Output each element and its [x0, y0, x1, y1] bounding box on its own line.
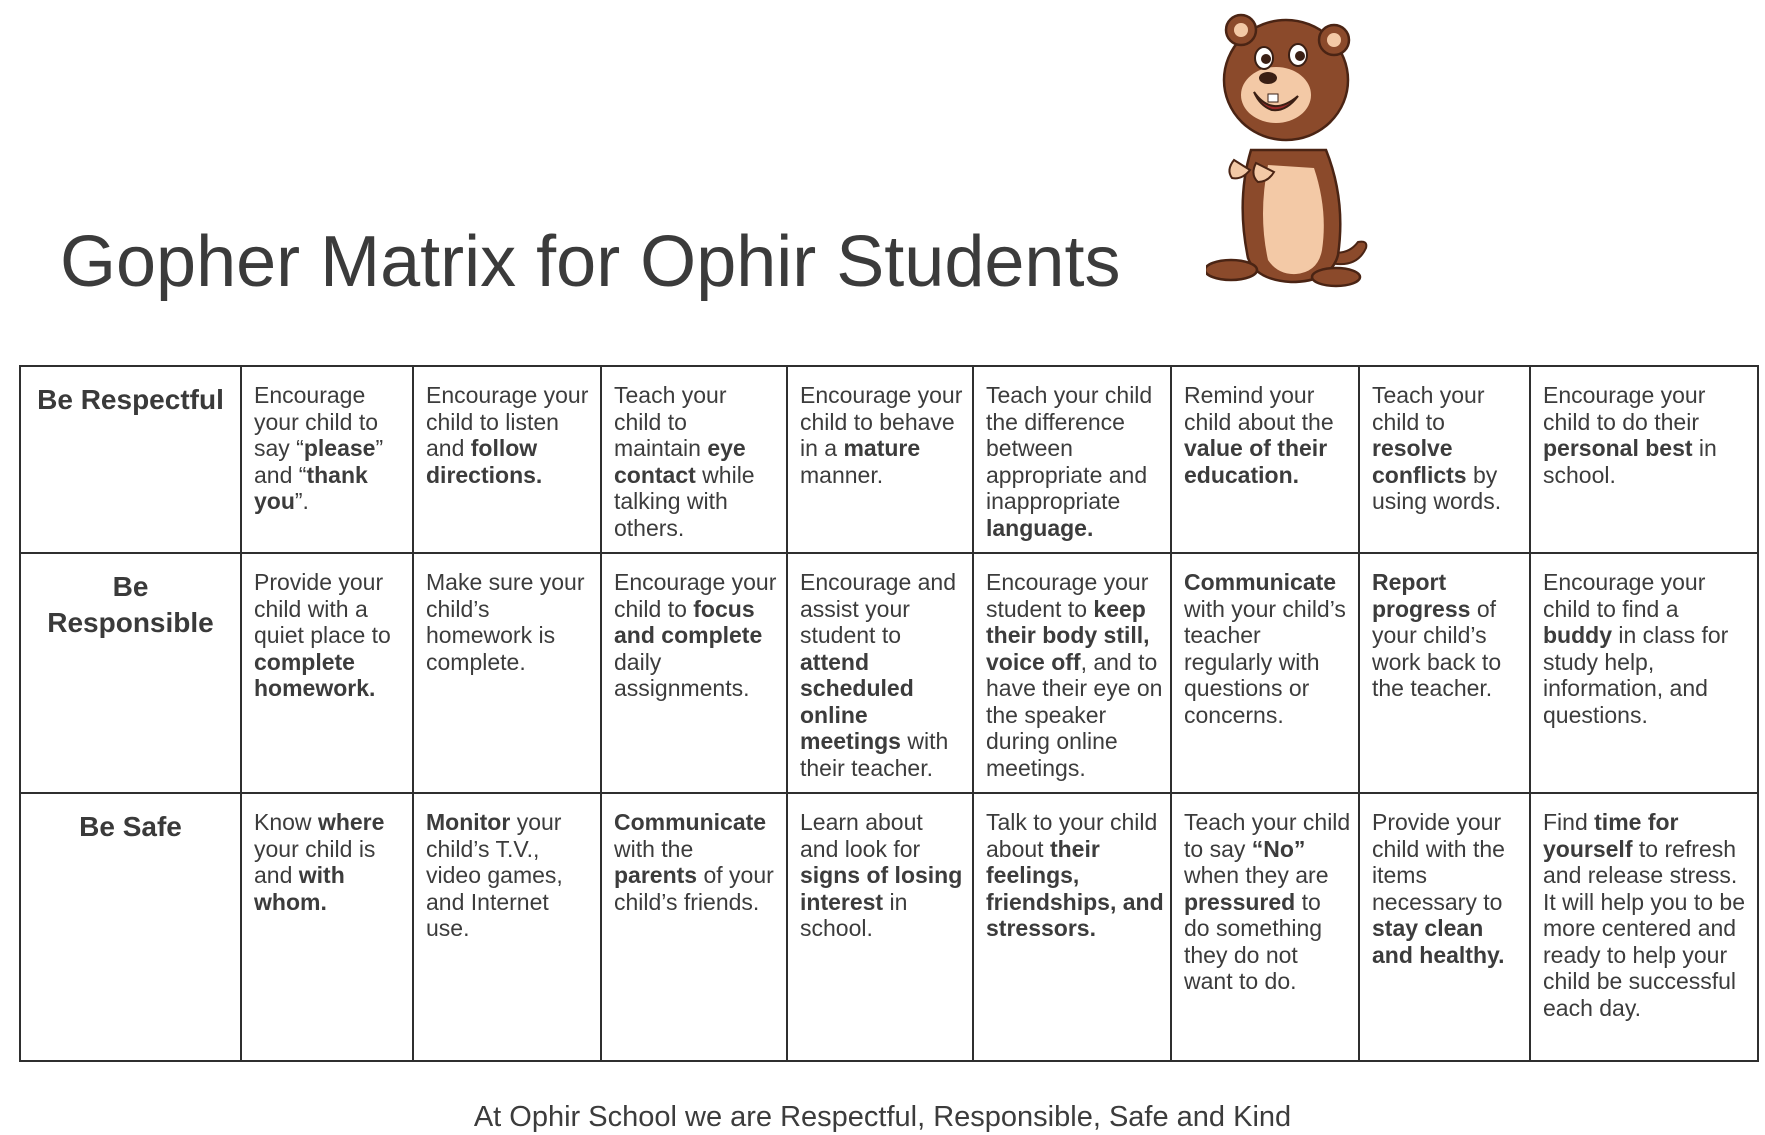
cell-emphasis-text: focus and complete — [614, 595, 763, 648]
cell-text: Find — [1543, 809, 1595, 835]
cell-text: Encourage your child to find a — [1543, 569, 1706, 622]
cell-text: with your child’s teacher regularly with questions or concerns. — [1184, 595, 1346, 728]
cell-emphasis-text: Report progress — [1372, 569, 1471, 622]
cell-emphasis-text: Communicate — [614, 809, 767, 835]
matrix-cell — [787, 366, 973, 553]
matrix-cell — [601, 793, 787, 1061]
cell-text: Remind your child about the — [1184, 382, 1334, 435]
cell-text: in school. — [800, 888, 908, 941]
cell-text: of your child’s friends. — [614, 862, 774, 915]
page-title: Gopher Matrix for Ophir Students — [60, 222, 1121, 302]
matrix-cell — [973, 553, 1171, 793]
cell-text: Encourage your student to — [986, 569, 1149, 622]
cell-emphasis-text: signs of losing interest — [800, 862, 963, 915]
cell-text: manner. — [800, 461, 884, 488]
row-header: Be Safe — [20, 793, 241, 1061]
cell-emphasis-text: “No” — [1251, 835, 1306, 862]
cell-text: when they are — [1184, 862, 1329, 888]
cell-text: with the — [614, 835, 694, 862]
cell-text: Encourage and assist your student to — [800, 569, 957, 648]
matrix-cell — [1171, 553, 1359, 793]
cell-emphasis-text: eye contact — [614, 435, 746, 488]
gopher-mascot-icon — [1206, 0, 1376, 300]
matrix-cell — [241, 366, 413, 553]
cell-emphasis-text: stay clean and healthy. — [1372, 915, 1505, 968]
cell-text: Talk to your child about — [986, 809, 1158, 862]
cell-text: Know — [254, 809, 318, 835]
cell-text: Teach your child to — [1372, 382, 1485, 435]
cell-emphasis-text: personal best — [1543, 435, 1693, 461]
cell-text: in class for study help, information, and questions. — [1543, 622, 1729, 728]
cell-text: Make sure your child’s homework is complete. — [426, 569, 585, 675]
cell-emphasis-text: Monitor — [426, 809, 511, 835]
matrix-cell — [1171, 793, 1359, 1061]
cell-emphasis-text: please — [303, 435, 376, 461]
matrix-cell — [241, 553, 413, 793]
cell-text: of your child’s work back to the teacher. — [1372, 595, 1502, 701]
table-row — [20, 366, 1758, 553]
cell-text: your child’s T.V., video games, and Internet use. — [426, 809, 563, 941]
cell-text: ”. — [294, 488, 309, 514]
cell-text: to do something they do not want to do. — [1184, 888, 1323, 994]
cell-text: to refresh and release stress. It will help you to be more centered and ready to help your child be successful each day. — [1543, 835, 1746, 1021]
matrix-cell — [1359, 553, 1530, 793]
school-motto-footer: At Ophir School we are Respectful, Responsible, Safe and Kind — [473, 1101, 1292, 1133]
cell-emphasis-text: mature — [843, 435, 921, 461]
matrix-cell — [413, 793, 601, 1061]
cell-text: Provide your child with a quiet place to — [254, 569, 391, 648]
table-row — [20, 793, 1758, 1061]
cell-emphasis-text: value of their education. — [1184, 435, 1328, 488]
behavior-matrix-table — [19, 365, 1759, 1062]
cell-text: Encourage your child to behave in a — [800, 382, 963, 461]
matrix-cell — [787, 793, 973, 1061]
table-row — [20, 553, 1758, 793]
cell-text: Teach your child to say — [1184, 809, 1351, 862]
row-header: Be Respectful — [20, 366, 241, 553]
matrix-cell — [1530, 793, 1758, 1061]
matrix-cell — [973, 366, 1171, 553]
cell-text: Encourage your child to listen and — [426, 382, 589, 461]
cell-emphasis-text: complete homework. — [254, 648, 376, 701]
cell-emphasis-text: attend scheduled online meetings — [800, 648, 914, 754]
cell-emphasis-text: Communicate — [1184, 569, 1337, 595]
matrix-cell — [601, 366, 787, 553]
matrix-cell — [241, 793, 413, 1061]
cell-emphasis-text: thank you — [254, 461, 368, 514]
cell-emphasis-text: pressured — [1184, 888, 1296, 915]
cell-emphasis-text: language. — [986, 514, 1094, 541]
cell-text: Encourage your child to — [614, 569, 777, 622]
cell-text: in school. — [1543, 435, 1717, 488]
cell-emphasis-text: parents — [614, 862, 698, 888]
cell-text: ” and “ — [254, 435, 384, 488]
cell-text: with their teacher. — [800, 728, 949, 781]
matrix-cell — [601, 553, 787, 793]
cell-text: Teach your child to maintain — [614, 382, 727, 461]
cell-text: Provide your child with the items necessary to — [1372, 809, 1505, 915]
cell-emphasis-text: with whom. — [254, 862, 345, 915]
matrix-cell — [1171, 366, 1359, 553]
matrix-cell — [1530, 366, 1758, 553]
matrix-cell — [413, 553, 601, 793]
cell-emphasis-text: time for yourself — [1543, 809, 1679, 862]
cell-emphasis-text: follow directions. — [426, 435, 543, 488]
cell-emphasis-text: their feelings, friendships, and stressors. — [986, 835, 1164, 941]
cell-emphasis-text: buddy — [1543, 622, 1612, 648]
cell-text: Encourage your child to do their — [1543, 382, 1706, 435]
cell-emphasis-text: resolve conflicts — [1372, 435, 1467, 488]
cell-emphasis-text: where — [317, 809, 385, 835]
matrix-cell — [1359, 366, 1530, 553]
matrix-cell — [787, 553, 973, 793]
cell-text: while talking with others. — [614, 461, 755, 541]
cell-text: Encourage your child to say “ — [254, 382, 379, 461]
cell-text: by using words. — [1372, 461, 1502, 514]
matrix-cell — [973, 793, 1171, 1061]
cell-text: Teach your child the difference between appropriate and inappropriate — [986, 382, 1153, 514]
cell-text: , and to have their eye on the speaker during online meetings. — [986, 648, 1163, 781]
cell-text: your child is and — [254, 835, 376, 888]
matrix-cell — [1359, 793, 1530, 1061]
matrix-cell — [1530, 553, 1758, 793]
cell-text: daily assignments. — [614, 648, 750, 701]
matrix-cell — [413, 366, 601, 553]
cell-text: Learn about and look for — [800, 809, 923, 862]
row-header: Be Responsible — [20, 553, 241, 793]
cell-emphasis-text: keep their body still, voice off — [986, 595, 1150, 675]
